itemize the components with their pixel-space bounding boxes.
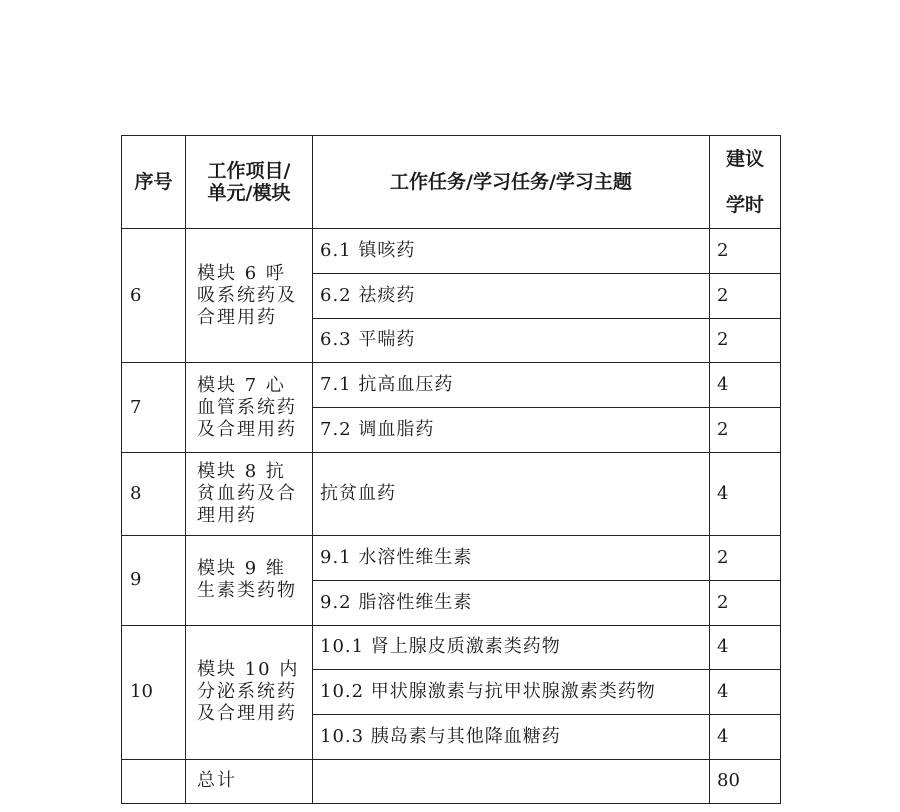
task-hours: 4 [710,670,781,715]
table-row [122,452,781,535]
task-title: 6.1 镇咳药 [313,229,710,274]
header-unit [186,136,313,229]
task-title: 9.2 脂溶性维生素 [313,580,710,625]
total-empty-task-cell [313,759,710,803]
task-hours: 2 [710,273,781,318]
task-title: 10.3 胰岛素与其他降血糖药 [313,715,710,760]
module-number: 7 [122,363,186,453]
total-hours: 80 [710,759,781,803]
table-row [122,363,781,408]
module-name: 模块 8 抗贫血药及合理用药 [186,452,313,535]
module-name: 模块 10 内分泌系统药及合理用药 [186,625,313,759]
module-number: 8 [122,452,186,535]
task-title: 6.3 平喘药 [313,318,710,363]
header-seq: 序号 [122,136,186,229]
header-unit-line2: 单元/模块 [207,182,291,204]
task-title: 7.1 抗高血压药 [313,363,710,408]
table-header-row [122,136,781,229]
header-unit-line1: 工作项目/ [207,160,291,182]
total-row [122,759,781,803]
task-title: 10.2 甲状腺激素与抗甲状腺激素类药物 [313,670,710,715]
task-hours: 2 [710,408,781,453]
course-schedule-table [121,135,781,804]
module-name: 模块 7 心血管系统药及合理用药 [186,363,313,453]
task-hours: 4 [710,715,781,760]
table-row [122,535,781,580]
task-title: 10.1 肾上腺皮质激素类药物 [313,625,710,670]
module-number: 10 [122,625,186,759]
task-title: 6.2 祛痰药 [313,273,710,318]
table-row [122,229,781,274]
task-hours: 4 [710,363,781,408]
task-hours: 2 [710,535,781,580]
module-name: 模块 9 维生素类药物 [186,535,313,625]
module-number: 9 [122,535,186,625]
task-title: 7.2 调血脂药 [313,408,710,453]
task-hours: 2 [710,318,781,363]
task-hours: 2 [710,580,781,625]
total-label: 总计 [186,759,313,803]
module-number: 6 [122,229,186,363]
task-hours: 4 [710,625,781,670]
header-hours [710,136,781,229]
header-tasks: 工作任务/学习任务/学习主题 [313,136,710,229]
task-hours: 2 [710,229,781,274]
header-hours-line2: 学时 [725,194,764,216]
total-empty-cell [122,759,186,803]
header-hours-line1: 建议 [725,148,764,170]
table-row [122,625,781,670]
task-hours: 4 [710,452,781,535]
module-name: 模块 6 呼吸系统药及合理用药 [186,229,313,363]
task-title: 抗贫血药 [313,452,710,535]
task-title: 9.1 水溶性维生素 [313,535,710,580]
